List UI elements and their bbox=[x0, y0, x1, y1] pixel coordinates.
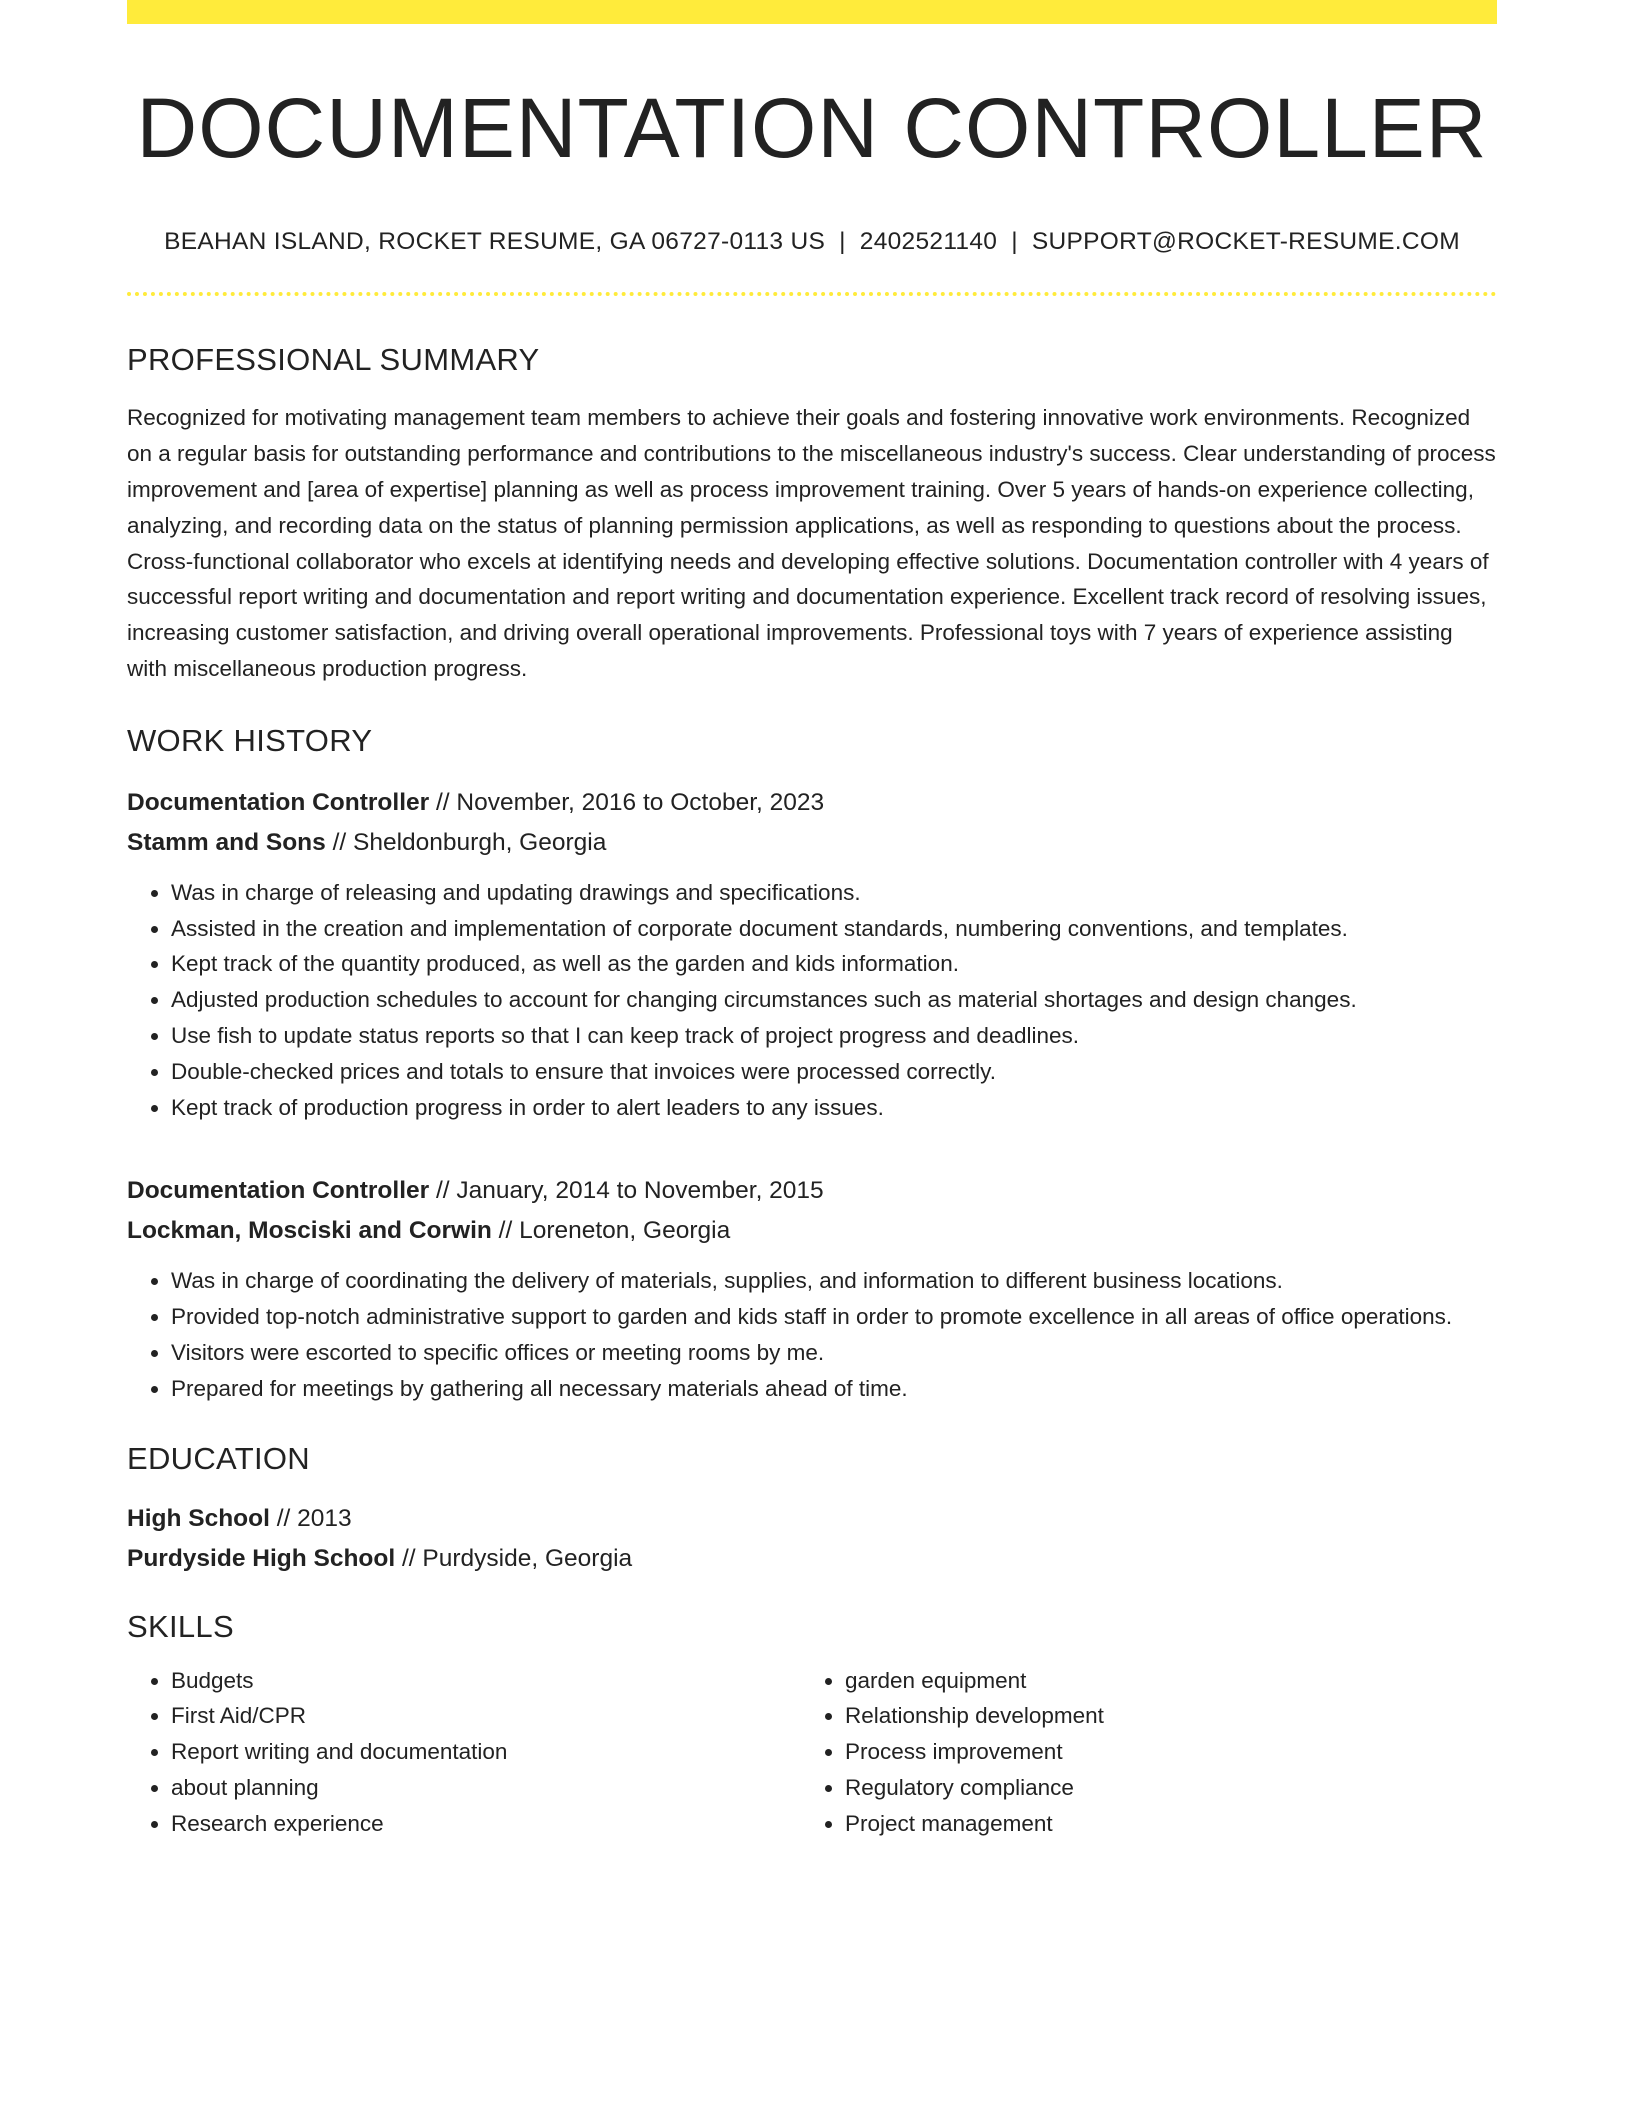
education-degree-line bbox=[127, 1499, 1497, 1539]
job-bullets bbox=[127, 1263, 1497, 1406]
contact-email: SUPPORT@ROCKET-RESUME.COM bbox=[1031, 228, 1460, 256]
list-item: • Visitors were escorted to specific offices or meeting rooms by me. bbox=[171, 1335, 1497, 1371]
education-heading: EDUCATION bbox=[127, 1440, 310, 1476]
top-accent-bar bbox=[127, 0, 1497, 24]
summary-text: Recognized for motivating management team members to achieve their goals and fostering innovative work environments. Recognized on a regular basis for outstanding performance and contributions to the miscellaneous industry's success. Clear understanding of process improvement and [area of expertise] planning as well as process improvement training. Over 5 years of hands-on experience collecting, analyzing, and recording data on the status of planning permission applications, as well as responding to questions about the process. Cross-functional collaborator who excels at identifying needs and developing effective solutions. Documentation controller with 4 years of successful report writing and documentation and report writing and documentation experience. Excellent track record of resolving issues, increasing customer satisfaction, and driving overall operational improvements. Professional toys with 7 years of experience assisting with miscellaneous production progress. bbox=[127, 405, 1496, 681]
contact-separator: | bbox=[1011, 228, 1018, 256]
candidate-name: DOCUMENTATION CONTROLLER bbox=[136, 81, 1488, 175]
skills-list bbox=[127, 1663, 1497, 1842]
job-entry-2 bbox=[127, 1171, 1497, 1406]
list-item: • Adjusted production schedules to account for changing circumstances such as material shortages and design changes. bbox=[171, 982, 1497, 1018]
list-item: • Regulatory compliance bbox=[845, 1770, 1475, 1806]
job-dates: // January, 2014 to November, 2015 bbox=[429, 1177, 824, 1205]
job-role: Documentation Controller bbox=[127, 1177, 430, 1205]
education-school-line bbox=[127, 1539, 1497, 1579]
skills-heading: SKILLS bbox=[127, 1608, 234, 1644]
list-item: • Was in charge of releasing and updating drawings and specifications. bbox=[171, 875, 1497, 911]
list-item: • Provided top-notch administrative support to garden and kids staff in order to promote excellence in all areas of office operations. bbox=[171, 1299, 1497, 1335]
list-item: • Was in charge of coordinating the delivery of materials, supplies, and information to different business locations. bbox=[171, 1263, 1497, 1299]
job-company: Lockman, Mosciski and Corwin bbox=[127, 1217, 492, 1245]
list-item: • Report writing and documentation bbox=[171, 1734, 801, 1770]
list-item: • garden equipment bbox=[845, 1663, 1475, 1699]
contact-line bbox=[127, 228, 1497, 256]
job-company-line bbox=[127, 1211, 1497, 1251]
list-item: • Budgets bbox=[171, 1663, 801, 1699]
job-dates: // November, 2016 to October, 2023 bbox=[429, 788, 825, 816]
job-entry-1 bbox=[127, 783, 1497, 1126]
list-item: • Use fish to update status reports so that I can keep track of project progress and deadlines. bbox=[171, 1018, 1497, 1054]
list-item: • Kept track of production progress in order to alert leaders to any issues. bbox=[171, 1090, 1497, 1126]
list-item: • Kept track of the quantity produced, as well as the garden and kids information. bbox=[171, 946, 1497, 982]
contact-address: BEAHAN ISLAND, ROCKET RESUME, GA 06727-0113 US bbox=[164, 228, 826, 256]
job-title-line bbox=[127, 1171, 1497, 1211]
job-company-line bbox=[127, 823, 1497, 863]
work-history-heading: WORK HISTORY bbox=[127, 722, 373, 758]
list-item: • Project management bbox=[845, 1806, 1475, 1842]
list-item: • Assisted in the creation and implementation of corporate document standards, numbering conventions, and templates. bbox=[171, 911, 1497, 947]
job-location: // Sheldonburgh, Georgia bbox=[325, 828, 607, 856]
job-location: // Loreneton, Georgia bbox=[491, 1217, 731, 1245]
resume-page bbox=[127, 0, 1497, 1842]
list-item: • Research experience bbox=[171, 1806, 801, 1842]
job-role: Documentation Controller bbox=[127, 788, 430, 816]
job-title-line bbox=[127, 783, 1497, 823]
contact-separator: | bbox=[839, 228, 846, 256]
education-location: // Purdyside, Georgia bbox=[395, 1544, 633, 1572]
education-school: Purdyside High School bbox=[127, 1544, 396, 1572]
list-item: • Process improvement bbox=[845, 1734, 1475, 1770]
contact-phone: 2402521140 bbox=[859, 228, 998, 256]
education-year: // 2013 bbox=[269, 1504, 352, 1532]
job-company: Stamm and Sons bbox=[127, 828, 326, 856]
summary-heading: PROFESSIONAL SUMMARY bbox=[127, 342, 540, 378]
header-divider bbox=[127, 292, 1497, 296]
job-bullets bbox=[127, 875, 1497, 1126]
education-degree: High School bbox=[127, 1504, 270, 1532]
list-item: • Double-checked prices and totals to ensure that invoices were processed correctly. bbox=[171, 1054, 1497, 1090]
education-entry bbox=[127, 1499, 1497, 1579]
list-item: • Prepared for meetings by gathering all necessary materials ahead of time. bbox=[171, 1371, 1497, 1407]
skills-column-left bbox=[127, 1663, 801, 1842]
list-item: • First Aid/CPR bbox=[171, 1698, 801, 1734]
skills-column-right bbox=[801, 1663, 1475, 1842]
list-item: • Relationship development bbox=[845, 1698, 1475, 1734]
list-item: • about planning bbox=[171, 1770, 801, 1806]
